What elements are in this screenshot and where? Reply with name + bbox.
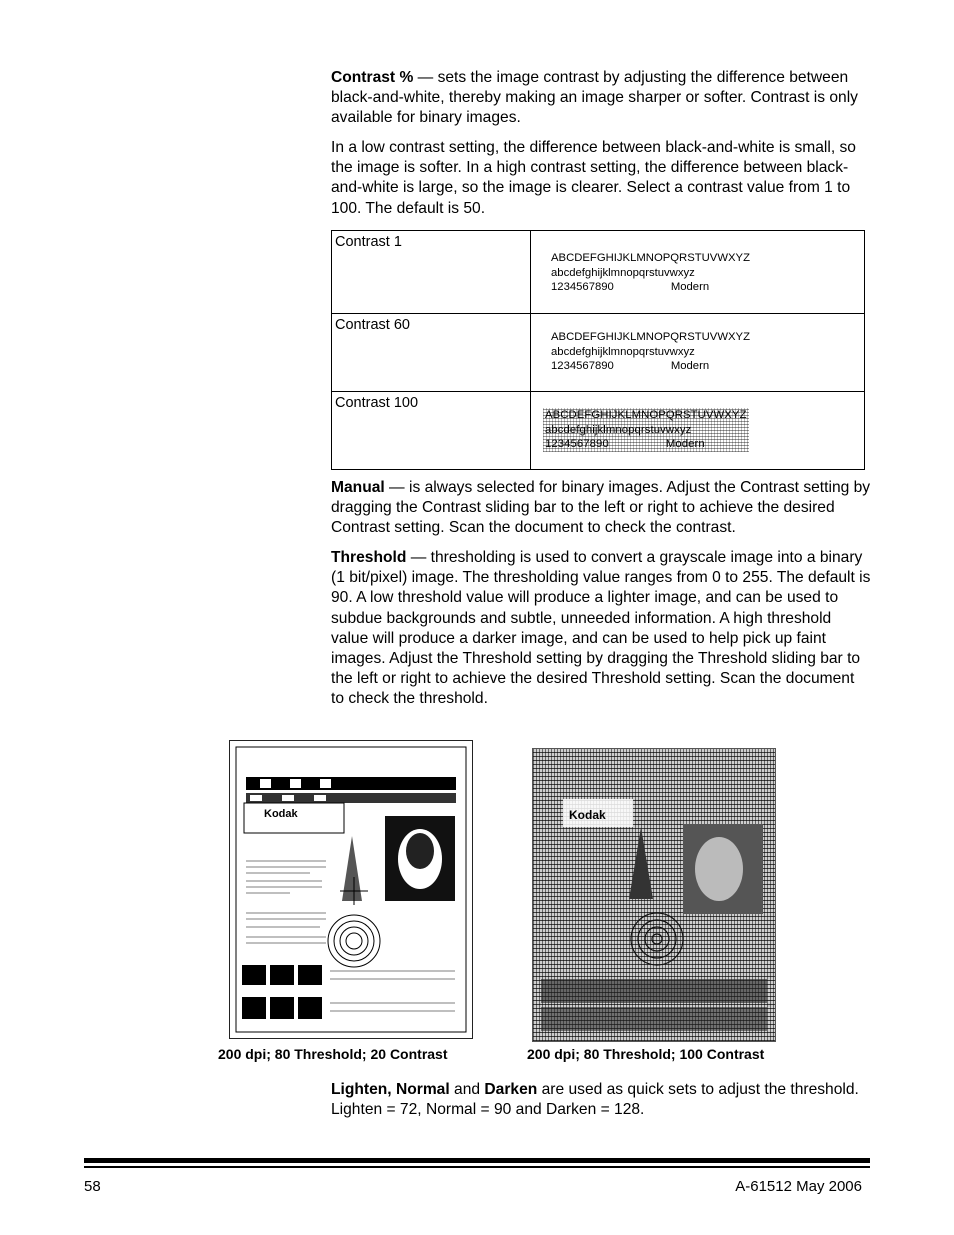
test-chart-high-contrast-image (532, 748, 776, 1042)
table-row (332, 314, 865, 392)
contrast-detail-paragraph: In a low contrast setting, the difference between black-and-white is small, so the image is softer. In a high contrast setting, the difference between black-and-white is large, so the image is clearer. Select a contrast value from 1 to 100. The default is 50. (331, 139, 856, 217)
sample-label: Contrast 1 (332, 231, 531, 314)
conjunction: and (449, 1081, 485, 1098)
dash: — (413, 69, 438, 86)
document-id: A-61512 May 2006 (735, 1178, 862, 1195)
figure-caption: 200 dpi; 80 Threshold; 100 Contrast (527, 1046, 765, 1062)
footer-rule-thin (84, 1166, 870, 1168)
sample-line: abcdefghijklmnopqrstuvwxyz (545, 423, 692, 436)
sample-text-image (551, 251, 750, 295)
manual-term: Manual (331, 479, 385, 496)
dash: — (406, 549, 431, 566)
quickset-term-darken: Darken (484, 1081, 538, 1098)
quicksets-paragraph (331, 1080, 871, 1120)
sample-line: ABCDEFGHIJKLMNOPQRSTUVWXYZ (551, 252, 750, 264)
kodak-logo-text: Kodak (264, 808, 298, 820)
manual-description: is always selected for binary images. Adjust the Contrast setting by dragging the Contrast sliding bar to the left or right to achieve the desired Contrast setting. Scan the document to check the contrast. (331, 479, 871, 537)
threshold-description: thresholding is used to convert a grayscale image into a binary (1 bit/pixel) image. The thresholding value ranges from 0 to 255. The default is 90. A low threshold value will produce a lighter image, and can be used to subdue backgrounds and subtle, unneeded information. A high threshold value will produce a darker image, and can be used to help pick up faint images. Adjust the Threshold setting by dragging the Threshold sliding bar to the left or right to achieve the desired Threshold setting. Scan the document to check the threshold. (331, 549, 871, 708)
contrast-paragraph (331, 68, 871, 129)
sample-line: ABCDEFGHIJKLMNOPQRSTUVWXYZ (551, 331, 750, 343)
test-chart-graphic (533, 749, 775, 1041)
table-row (332, 392, 865, 470)
sample-line: 1234567890 (551, 281, 614, 293)
threshold-paragraph (331, 548, 871, 710)
dash: — (384, 479, 409, 496)
sample-word: Modern (670, 360, 710, 372)
contrast-term: Contrast % (331, 69, 414, 86)
sample-image-cell (531, 231, 865, 314)
sample-line: abcdefghijklmnopqrstuvwxyz (551, 266, 695, 279)
quickset-term-lighten-normal: Lighten, Normal (331, 1081, 450, 1098)
quicksets-description: are used as quick sets to adjust the threshold. Lighten = 72, Normal = 90 and Darken = 128. (331, 1081, 859, 1119)
contrast-samples-table (331, 230, 865, 470)
sample-word: Modern (670, 281, 710, 293)
table-row (332, 231, 865, 314)
sample-text-image (543, 408, 749, 452)
sample-image-cell (531, 392, 865, 470)
sample-line: 1234567890 (545, 438, 609, 450)
sample-line: abcdefghijklmnopqrstuvwxyz (551, 345, 695, 358)
sample-image-cell (531, 314, 865, 392)
sample-label: Contrast 100 (332, 392, 531, 470)
page-number: 58 (84, 1178, 101, 1195)
sample-text-image (551, 330, 750, 374)
contrast-description: sets the image contrast by adjusting the difference between black-and-white, thereby making an image sharper or softer. Contrast is only available for binary images. (331, 69, 858, 127)
sample-label: Contrast 60 (332, 314, 531, 392)
figure-caption: 200 dpi; 80 Threshold; 20 Contrast (218, 1046, 448, 1062)
footer-rule-thick (84, 1158, 870, 1163)
test-chart-low-contrast-image (229, 740, 473, 1039)
sample-word: Modern (665, 438, 705, 450)
manual-paragraph (331, 478, 871, 539)
sample-line: 1234567890 (551, 360, 614, 372)
test-chart-graphic (230, 741, 472, 1038)
sample-line: ABCDEFGHIJKLMNOPQRSTUVWXYZ (545, 409, 747, 421)
kodak-logo-text: Kodak (569, 808, 606, 822)
threshold-term: Threshold (331, 549, 407, 566)
